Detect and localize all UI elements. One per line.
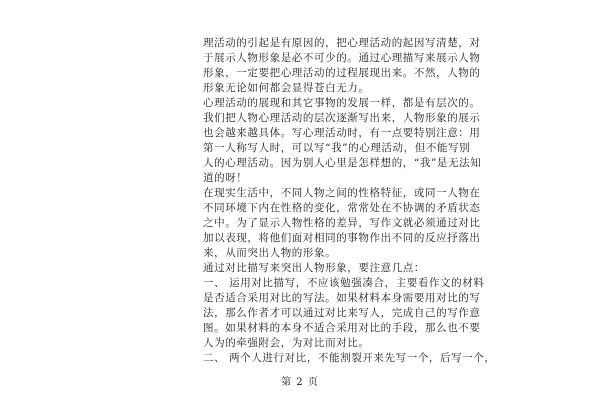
text-line: 第一人称写人时，可以写“我”的心理活动，但不能写别 [203, 142, 471, 154]
text-line: 在现实生活中，不同人物之间的性格特征，或同一人物在 [203, 187, 481, 199]
text-line: 图。如果材料的本身不适合采用对比的手段，那么也不要 [203, 322, 481, 334]
text-line: 也会越来越具体。写心理活动时，有一点要特别注意：用 [203, 127, 481, 139]
text-line: 不同环境下内在性格的变化，常常处在不协调的矛盾状态 [203, 202, 481, 214]
text-line: 是否适合采用对比的写法。如果材料本身需要用对比的写 [203, 292, 481, 304]
text-line: 形象无论如何都会显得苍白无力。 [203, 82, 370, 94]
text-line: 加以表现，将他们面对相同的事物作出不同的反应抒落出 [203, 232, 481, 244]
page-number: 第 2 页 [281, 377, 319, 388]
text-line: 形象，一定要把心理活动的过程展现出来。不然，人物的 [203, 67, 481, 79]
text-line: 人的心理活动。因为别人心里是怎样想的，“我”是无法知 [203, 157, 482, 169]
text-line: 之中。为了显示人物性格的差异，写作文就必须通过对比 [203, 217, 481, 229]
text-line: 于展示人物形象是必不可少的。通过心理描写来展示人物 [203, 52, 481, 64]
text-line: 法，那么作者才可以通过对比来写人，完成自己的写作意 [203, 307, 481, 319]
text-line: 人为的牵强附会，为对比而对比。 [203, 337, 370, 349]
text-line: 来，从而突出人物的形象。 [203, 247, 337, 259]
text-line: 道的呀！ [203, 172, 248, 184]
text-line: 我们把人物心理活动的层次逐渐写出来，人物形象的展示 [203, 112, 481, 124]
text-line: 二、 两个人进行对比，不能割裂开来先写一个，后写一个， [203, 352, 496, 364]
text-line: 心理活动的展现和其它事物的发展一样，都是有层次的。 [203, 97, 481, 109]
text-line: 一、 运用对比描写，不应该勉强凑合，主要看作文的材料 [203, 277, 485, 289]
text-line: 理活动的引起是有原因的，把心理活动的起因写清楚，对 [203, 37, 481, 49]
text-line: 通过对比描写来突出人物形象，要注意几点： [203, 262, 425, 274]
